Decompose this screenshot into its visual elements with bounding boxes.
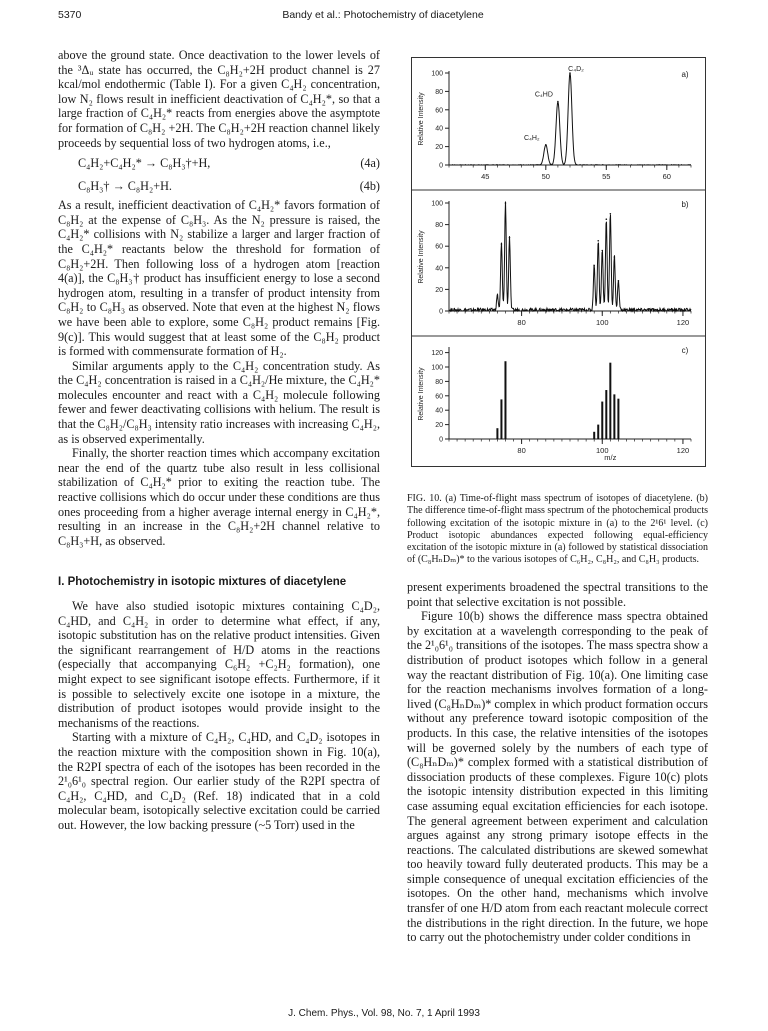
figure-frame <box>412 58 706 467</box>
bar <box>496 428 498 439</box>
y-tick-label: 60 <box>435 393 443 401</box>
y-tick-label: 0 <box>439 436 443 444</box>
peak-point <box>505 202 507 204</box>
y-tick-label: 60 <box>435 243 443 251</box>
y-tick-label: 0 <box>439 162 443 170</box>
x-tick-label: 55 <box>602 172 611 181</box>
bar <box>613 394 615 439</box>
y-axis-label: Relative Intensity <box>418 230 425 284</box>
x-tick-label: 100 <box>596 318 609 327</box>
y-axis-label: Relative Intensity <box>418 367 425 421</box>
bar <box>617 399 619 439</box>
x-tick-label: 60 <box>662 172 671 181</box>
spectrum-trace <box>449 202 691 312</box>
peak-point <box>618 280 620 282</box>
paragraph: Starting with a mixture of C₄H₂, C₄HD, and C₄D₂ isotopes in the reaction mixture with the composition shown in Fig. 10(a), the R2PI spectra of each of the isotopes has been recorded in the 2¹₀6¹₀ spectral region. Our earlier study of the R2PI spectra of C₄H₂, C₄HD, and C₄D₂ (Ref. 18) indicated that in a cold molecular beam, isotopically selective excitation could be carried out. However, the low backing pressure (~5 Torr) used in the <box>58 730 380 832</box>
y-tick-label: 100 <box>431 200 443 208</box>
y-tick-label: 100 <box>431 364 443 372</box>
bar <box>504 361 506 439</box>
y-tick-label: 40 <box>435 125 443 133</box>
bar <box>597 425 599 439</box>
paragraph: As a result, inefficient deactivation of C₄H₂* favors formation of C₈H₂ at the expense of C₈H₃. As the N₂ pressure is raised, the C₄H₂* collisions with N₂ stabilize a larger and larger fraction of the C₄H₂* reactants below the threshold for formation of C₈H₂+2H. Then following loss of a hydrogen atom [reaction 4(a)], the C₈H₃† product has insufficient energy to lose a second hydrogen atom, resulting in a transfer of product intensity from C₈H₂ to C₈H₃ as observed. Note that even at the highest N₂ flows we have been able to explore, some C₈H₂ product remains [Fig. 9(c)]. This would suggest that at least some of the C₈H₂ product is formed with commensurate formation of H₂. <box>58 198 380 359</box>
y-tick-label: 20 <box>435 286 443 294</box>
y-tick-label: 80 <box>435 88 443 96</box>
peak-point <box>545 144 547 146</box>
panel-label: c) <box>681 346 689 355</box>
running-title: Bandy et al.: Photochemistry of diacetylene <box>282 9 484 21</box>
peak-point <box>610 213 612 215</box>
x-tick-label: 120 <box>676 318 690 327</box>
peak-point <box>593 265 595 267</box>
peak-point <box>557 101 559 103</box>
bar <box>593 432 595 439</box>
y-tick-label: 100 <box>431 70 443 78</box>
y-tick-label: 120 <box>431 350 443 358</box>
equation-formula: C₄H₂+C₄H₂* → C₈H₃†+H, <box>78 156 211 171</box>
peak-point <box>601 250 603 252</box>
section-heading: I. Photochemistry in isotopic mixtures of diacetylene <box>58 576 347 589</box>
panel-label: b) <box>681 200 689 209</box>
bar <box>605 390 607 439</box>
x-tick-label: 120 <box>676 446 690 455</box>
panel-label: a) <box>681 70 689 79</box>
peak-label: C₄HD <box>534 91 553 99</box>
equation-formula: C₈H₃† → C₈H₂+H. <box>78 179 172 194</box>
y-tick-label: 20 <box>435 422 443 430</box>
peak-point <box>606 218 608 220</box>
bar <box>500 399 502 439</box>
x-tick-label: 50 <box>541 172 550 181</box>
bar <box>601 402 603 439</box>
peak-point <box>509 237 511 239</box>
x-tick-label: 80 <box>517 318 526 327</box>
x-tick-label: 80 <box>517 446 526 455</box>
paragraph: We have also studied isotopic mixtures containing C₄D₂, C₄HD, and C₄H₂ in order to determine what effect, if any, isotopic substitution has on the relative product intensities. Given the significant rearrangement of H/D atoms in the reactions (especially that accompanying C₆H₂ +C₂H₂ formation), one might expect to see significant isotope effects. Furthermore, if it is possible to selectively excite one isotope in a mixture, the distribution of product isotopes would provide insight to the mechanisms of the reactions. <box>58 599 380 730</box>
spectrum-trace <box>449 73 691 165</box>
peak-point <box>501 243 503 245</box>
chart-panel-c <box>411 336 706 462</box>
x-tick-label: 45 <box>481 172 490 181</box>
paragraph: present experiments broadened the spectral transitions to the point that selective excitation is not possible. <box>407 580 708 609</box>
figure-10 <box>411 57 706 467</box>
peak-label: C₄H₂ <box>523 134 540 142</box>
y-axis-label: Relative Intensity <box>418 92 425 146</box>
paragraph: Similar arguments apply to the C₄H₂ concentration study. As the C₄H₂ concentration is raised in a C₄H₂/He mixture, the C₄H₂* molecules encounter and react with a C₄H₂ molecule following fewer and fewer deactivating collisions with helium. The result is that the C₈H₂/C₈H₃ intensity ratio increases with increasing C₄H₂, as is observed experimentally. <box>58 358 380 446</box>
y-tick-label: 40 <box>435 265 443 273</box>
paragraph: Figure 10(b) shows the difference mass spectra obtained by excitation at a wavelength corresponding to the peak of the 2¹₀6¹₀ transitions of the isotopes. The mass spectra show a distribution of product isotopes which follow in a general way the reactant distribution of Fig. 10(a). One limiting case for the reaction mechanisms involves formation of a long-lived (C₈HₙDₘ)* complex in which product formation occurs without any preference toward isotopic composition of the products. In this case, the relative intensities of the isotopes will be governed solely by the numbers of each type of (C₈HₙDₘ)* complex formed with a statistical distribution of dissociation products of these complexes. Figure 10(c) plots the isotopic intensity distribution expected in this limiting case assuming equal excitation efficiencies for each isotope. The general agreement between experiment and calculation argues against any strong primary isotope effects in the reactions. The calculated distributions are skewed somewhat too heavily toward fully deuterated products. This may be a simple consequence of unequal excitation efficiencies of the isotopes. On the other hand, mechanisms which involve transfer of one H/D atom from each reactant molecule correct the distributions in the right direction. In the future, we hope to carry out the photochemistry under colder conditions in <box>407 609 708 945</box>
equation-4a <box>58 156 380 173</box>
peak-point <box>497 295 499 297</box>
figure-10-chart <box>411 57 706 467</box>
peak-label: C₄D₂ <box>568 66 584 73</box>
y-tick-label: 80 <box>435 222 443 230</box>
page-number: 5370 <box>58 9 82 21</box>
bar <box>609 363 611 439</box>
right-column <box>407 580 708 945</box>
left-column <box>58 48 380 833</box>
x-tick-label: 100 <box>596 446 609 455</box>
y-tick-label: 0 <box>439 308 443 316</box>
y-tick-label: 40 <box>435 407 443 415</box>
peak-point <box>614 256 616 258</box>
peak-point <box>597 240 599 242</box>
x-axis-label: m/z <box>604 453 617 462</box>
chart-panel-b <box>411 190 706 327</box>
page-footer: J. Chem. Phys., Vol. 98, No. 7, 1 April 1993 <box>288 1008 480 1019</box>
equation-number: (4b) <box>359 179 380 194</box>
equation-number: (4a) <box>360 156 380 171</box>
y-tick-label: 80 <box>435 378 443 386</box>
equation-4b <box>58 179 380 196</box>
paragraph: Finally, the shorter reaction times which accompany excitation near the end of the quartz tube also result in less collisional stabilization of C₄H₂* prior to exiting the reaction tube. The reactive collisions which do occur under these conditions are thus ones proceeding from a higher average internal energy in C₄H₂*, resulting in an increase in the C₈H₂+2H channel relative to C₈H₃+H, as observed. <box>58 446 380 548</box>
page-header <box>58 9 708 25</box>
paragraph: above the ground state. Once deactivation to the lower levels of the ³Δᵤ state has occurred, the C₈H₂+2H product channel is 27 kcal/mol endothermic (Table I). For a given C₄H₂ concentration, low N₂ flows result in inefficient deactivation of C₄H₂*, so that a large fraction of C₄H₂* reacts from energies above the asymptote for formation of C₈H₂ +2H. The C₈H₂+2H reaction channel likely proceeds by sequential loss of two hydrogen atoms, i.e., <box>58 48 380 150</box>
chart-panel-a <box>418 66 691 181</box>
figure-caption: FIG. 10. (a) Time-of-flight mass spectrum of isotopes of diacetylene. (b) The difference time-of-flight mass spectrum of the photochemical products following excitation of the isotopic mixture in (a) to the 2¹6¹ level. (c) Product isotopic abundances expected following equal-efficiency excitation of the isotopic mixture in (a) followed by statistical dissociation of (C₈HₙDₘ)* to the various isotopes of C₆H₂, C₈H₂, and C₈H₃ products. <box>407 493 708 566</box>
y-tick-label: 20 <box>435 144 443 152</box>
y-tick-label: 60 <box>435 107 443 115</box>
